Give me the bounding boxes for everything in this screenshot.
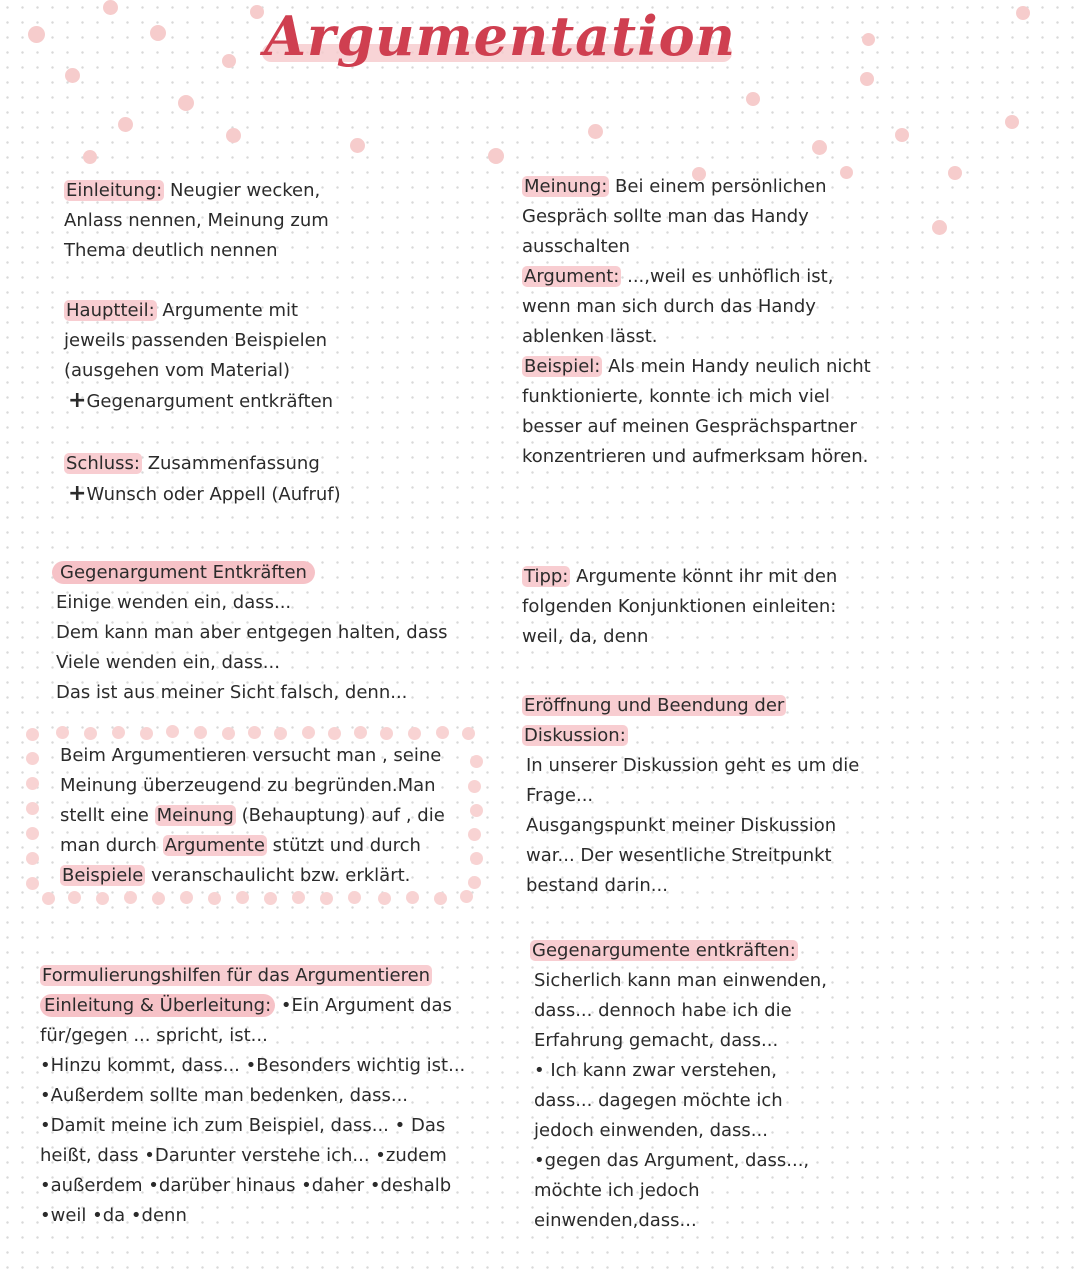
aufbau-section: Einleitung: Neugier wecken, Anlass nennen, Meinung zum Thema deutlich nennen Hauptteil: Argumente mit jeweils passenden Beispielen (ausgehen vom Material) +Gegenargument entkräften Schluss: Zusammenfassung +Wunsch oder Appell (Aufruf) (64, 180, 341, 506)
phrasing-heading: Formulierungshilfen für das Argumentieren (42, 965, 431, 986)
plus-icon: + (68, 481, 87, 506)
discussion-section: Eröffnung und Beendung der Diskussion: In unserer Diskussion geht es um die Frage... Ausgangspunkt meiner Diskussion war... Der wesentliche Streitpunkt bestand darin... (524, 695, 860, 896)
plus-icon: + (68, 388, 87, 413)
argumente-highlight: Argumente (164, 835, 265, 856)
argument-label: Argument: (524, 266, 620, 287)
argument-example-section: Meinung: Bei einem persönlichen Gespräch sollte man das Handy ausschalten Argument: ...,weil es unhöflich ist, wenn man sich durch das Handy ablenken lässt. Beispiel: Als mein Handy neulich nicht funktionierte, konnte ich mich viel besser auf meinen Gesprächspartner konzentrieren und aufmerksam hören. (522, 176, 871, 467)
schluss-label: Schluss: (66, 453, 140, 474)
tip-label: Tipp: (524, 566, 569, 587)
counterargument-heading: Gegenargument Entkräften (52, 561, 315, 584)
refute-heading: Gegenargumente entkräften: (532, 940, 796, 961)
beispiele-highlight: Beispiele (62, 865, 144, 886)
hauptteil-label: Hauptteil: (66, 300, 155, 321)
phrasing-section: Formulierungshilfen für das Argumentieren Einleitung & Überleitung: •Ein Argument das für/gegen ... spricht, ist... •Hinzu kommt, dass... •Besonders wichtig ist... •Außerdem sollte man bedenken, dass... •Damit meine ich zum Beispiel, dass... • Das heißt, dass •Darunter verstehe ich... •zudem •außerdem •darüber hinaus •daher •deshalb •weil •da •denn (40, 965, 466, 1226)
page-title: Argumentation (264, 4, 736, 68)
einleitung-label: Einleitung: (66, 180, 163, 201)
beispiel-label: Beispiel: (524, 356, 601, 377)
discussion-heading-2: Diskussion: (524, 725, 626, 746)
meinung-highlight: Meinung (156, 805, 234, 826)
meinung-label: Meinung: (524, 176, 608, 197)
definition-text: Beim Argumentieren versucht man , seine Meinung überzeugend zu begründen.Man stellt eine Meinung (Behauptung) auf , die man durch Argumente stützt und durch Beispiele veranschaulicht bzw. erklärt. (60, 745, 445, 886)
transition-label: Einleitung & Überleitung: (40, 994, 275, 1017)
tip-section: Tipp: Argumente könnt ihr mit den folgenden Konjunktionen einleiten: weil, da, denn (522, 566, 838, 647)
discussion-heading-1: Eröffnung und Beendung der (524, 695, 785, 716)
counterargument-section: Gegenargument Entkräften Einige wenden ein, dass... Dem kann man aber entgegen halten, dass Viele wenden ein, dass... Das ist aus meiner Sicht falsch, denn... (52, 558, 448, 708)
refute-section: Gegenargumente entkräften: Sicherlich kann man einwenden, dass... dennoch habe ich die Erfahrung gemacht, dass... • Ich kann zwar verstehen, dass... dagegen möchte ich jedoch einwenden, dass... •gegen das Argument, dass..., möchte ich jedoch einwenden,dass... (532, 940, 827, 1231)
